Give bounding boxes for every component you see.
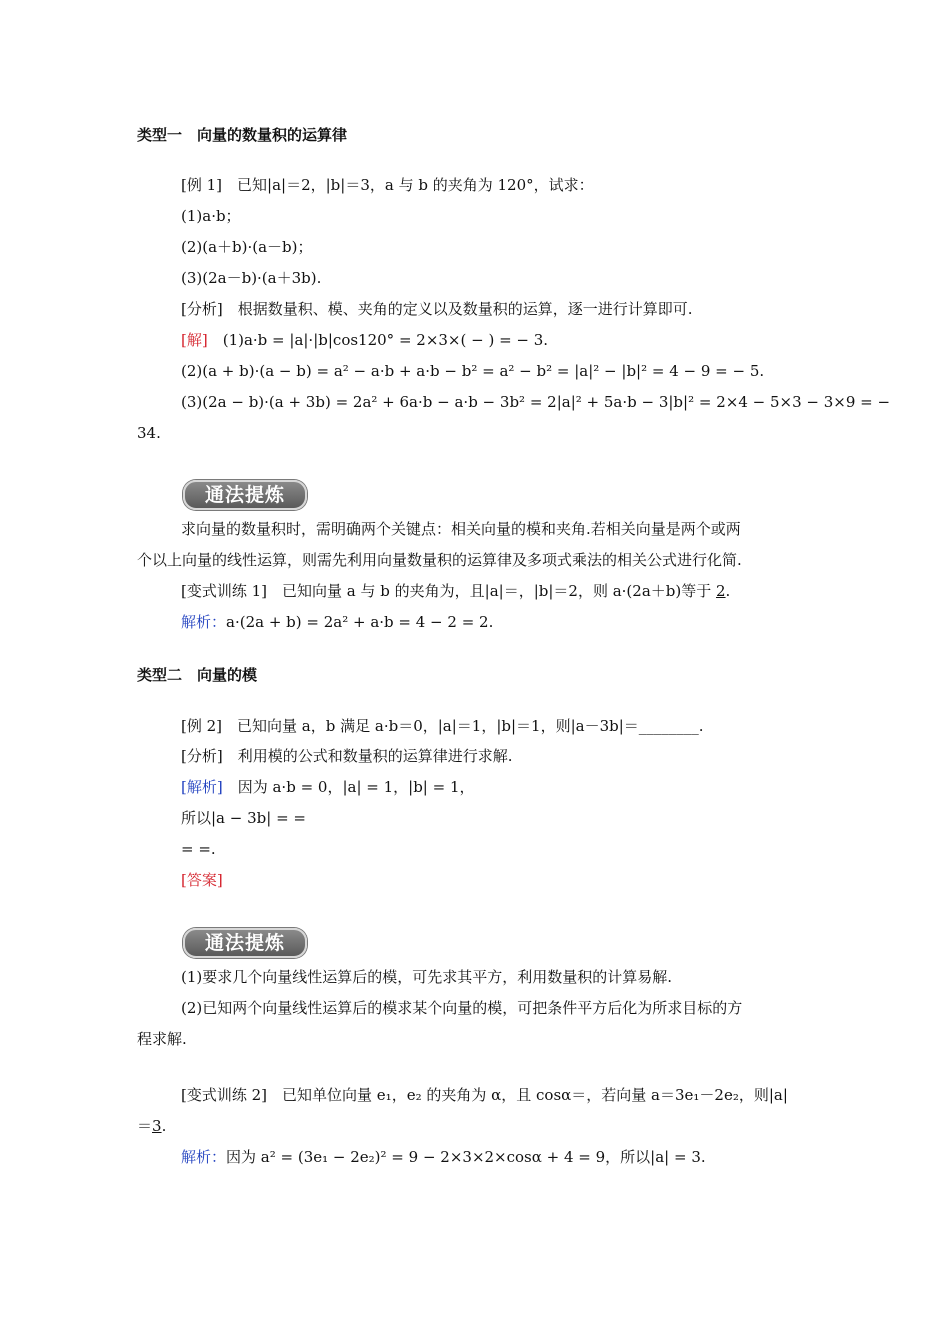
badge-label: 通法提炼 [204,484,285,506]
example-text: 已知向量 a，b 满足 a·b＝0，|a|＝1，|b|＝1，则|a－3b|＝________. [222,717,704,735]
solution-2-line: = =. [181,840,216,858]
method-text-line: 求向量的数量积时，需明确两个关键点：相关向量的模和夹角.若相关向量是两个或两 [181,520,741,538]
analysis-text: 利用模的公式和数量积的运算律进行求解. [222,747,513,765]
method-text-line: 个以上向量的线性运算，则需先利用向量数量积的运算律及多项式乘法的相关公式进行化简. [137,551,742,569]
solution-text: (1)a·b = |a|·|b|cos120° = 2×3×( − ) = − 3. [207,331,549,349]
method-text-line: (2)已知两个向量线性运算后的模求某个向量的模，可把条件平方后化为所求目标的方 [181,999,743,1017]
analysis-2 [181,746,513,766]
section-heading: 类型二 向量的模 [137,666,258,684]
analysis-text: 根据数量积、模、夹角的定义以及数量积的运算，逐一进行计算即可. [222,300,693,318]
variant-2 [181,1085,788,1105]
question-1: (1)a·b； [181,207,241,225]
example-1 [181,175,594,195]
solution-3-cont: 34. [137,424,161,442]
solution-2-line: 所以|a − 3b| = = [181,809,306,827]
variant-text: 已知单位向量 e₁，e₂ 的夹角为 α，且 cosα＝，若向量 a＝3e₁－2e₂，则|a| [267,1086,788,1104]
example-text: 已知|a|＝2，|b|＝3，a 与 b 的夹角为 120°，试求： [222,176,594,194]
example-2 [181,716,704,736]
example-label: [例 2] [181,717,223,735]
variant-end: . [161,1117,167,1135]
method-badge [183,924,309,958]
analysis-label: [分析] [181,747,223,765]
explain-text: 因为 a² = (3e₁ − 2e₂)² = 9 − 2×3×2×cosα + 4 = 9，所以|a| = 3. [226,1148,706,1166]
section-heading: 类型一 向量的数量积的运算律 [137,126,348,144]
variant-label: [变式训练 1] [181,582,268,600]
variant-end: . [725,582,731,600]
analysis-1 [181,299,693,319]
explain-text: a·(2a + b) = 2a² + a·b = 4 − 2 = 2. [226,613,494,631]
variant-cont-pre: ＝ [137,1117,153,1135]
variant-2-cont [137,1116,166,1136]
variant-text: 已知向量 a 与 b 的夹角为，且|a|＝，|b|＝2，则 a·(2a＋b)等于 [267,582,716,600]
example-label: [例 1] [181,176,223,194]
variant-2-explain [181,1147,706,1167]
answer-label: [答案] [181,871,223,889]
badge-label: 通法提炼 [204,932,285,954]
solution-label: [解] [181,331,208,349]
method-badge [183,476,309,510]
explain-label: [解析] [181,778,223,796]
method-text-line: (1)要求几个向量线性运算后的模，可先求其平方，利用数量积的计算易解. [181,968,673,986]
variant-answer: 3 [152,1117,162,1135]
question-2: (2)(a＋b)·(a－b)； [181,238,313,256]
variant-1-explain [181,612,493,632]
explain-text: 因为 a·b = 0，|a| = 1，|b| = 1， [222,778,475,796]
method-text-line: 程求解. [137,1030,187,1048]
question-3: (3)(2a－b)·(a＋3b). [181,269,322,287]
variant-answer: 2 [716,582,726,600]
explain-label: 解析： [181,613,227,631]
variant-label: [变式训练 2] [181,1086,268,1104]
solution-2-intro [181,777,475,797]
solution-3: (3)(2a − b)·(a + 3b) = 2a² + 6a·b − a·b − 3b² = 2|a|² + 5a·b − 3|b|² = 2×4 − 5×3 − 3×9 = − [181,393,891,411]
explain-label: 解析： [181,1148,227,1166]
solution-1 [181,330,548,350]
variant-1 [181,581,730,601]
analysis-label: [分析] [181,300,223,318]
solution-2: (2)(a + b)·(a − b) = a² − a·b + a·b − b² = a² − b² = |a|² − |b|² = 4 − 9 = − 5. [181,362,765,380]
